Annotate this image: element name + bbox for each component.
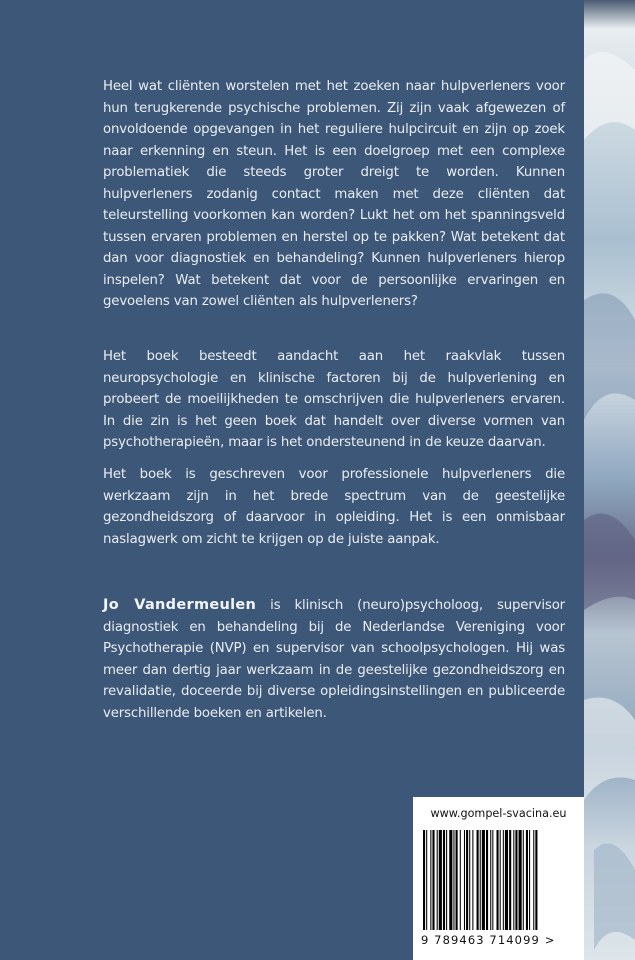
barcode-bar (456, 830, 458, 930)
author-bio-text: is klinisch (neuro)psycholoog, supervisor diagnostiek en behandeling bij de Nederlandse Vereniging voor Psychotherapie (NVP) en supervisor van schoolpsychologen. Hij was meer dan dertig jaar werkzaam in de geestelijke gezondheidszorg en revalidatie, doceerde bij diverse opleidingsinstellingen en publiceerde verschillende boeken en artikelen. (103, 598, 565, 721)
barcode-bar (480, 830, 481, 930)
barcode-bar (505, 830, 508, 930)
blurb-paragraph-3: Het boek is geschreven voor professionele hulpverleners die werkzaam zijn in het brede spectrum van de geestelijke gezondheidszorg of daarvoor in opleiding. Het is een onmisbaar naslagwerk om zicht te krijgen op de juiste aanpak. (103, 467, 565, 547)
barcode-bar (437, 830, 438, 930)
publisher-website: www.gompel-svacina.eu (430, 807, 567, 820)
barcode-bar (526, 830, 528, 930)
barcode-bar (500, 830, 501, 930)
watercolor-artwork (584, 0, 635, 960)
author-name: Jo Vandermeulen (103, 597, 257, 613)
barcode-bar (503, 830, 504, 930)
barcode-box (413, 797, 584, 960)
barcode-bar (529, 830, 530, 930)
barcode-bar (469, 830, 470, 930)
barcode-bar (449, 830, 452, 930)
barcode-bar (515, 830, 517, 930)
blurb-paragraph-1: Heel wat cliënten worstelen met het zoeken naar hulpverleners voor hun terugkerende psychische problemen. Zij zijn vaak afgewezen of onvoldoende opgevangen in het reguliere hulpcircuit en zijn op zoek naar erkenning en steun. Het is een doelgroep met een complexe problematiek die steeds groter dreigt te worden. Kunnen hulpverleners zodanig contact maken met deze cliënten dat teleurstelling voorkomen kan worden? Lukt het om het spanningsveld tussen ervaren problemen en herstel op te pakken? Wat betekent dat dan voor diagnostiek en behandeling? Kunnen hulpverleners hierop inspelen? Wat betekent dat voor de persoonlijke ervaringen en gevoelens van zowel cliënten als hulpverleners? (103, 79, 565, 309)
isbn-marker: > (544, 933, 556, 947)
author-bio (103, 595, 565, 724)
barcode-bar (464, 830, 465, 930)
barcode-bar (490, 830, 491, 930)
barcode-bar (432, 830, 434, 930)
barcode-bar (477, 830, 479, 930)
barcode-bar (426, 830, 427, 930)
barcode-bar (509, 830, 511, 930)
barcode-bar (492, 830, 493, 930)
barcode-bar (535, 830, 537, 930)
barcode-bar (523, 830, 524, 930)
barcode-bar (430, 830, 431, 930)
cover-artwork (584, 0, 635, 960)
barcode-bar (519, 830, 522, 930)
barcode-bar (423, 830, 425, 930)
isbn-number (421, 933, 581, 947)
barcode-bar (472, 830, 473, 930)
isbn-digits: 9 789463 714099 (421, 933, 540, 947)
barcode-bar (486, 830, 488, 930)
barcode-bar (466, 830, 468, 930)
isbn-barcode (423, 830, 573, 930)
barcode-bar (482, 830, 485, 930)
barcode-bar (497, 830, 499, 930)
barcode-bar (446, 830, 447, 930)
blurb-paragraph-2: Het boek besteedt aandacht aan het raakvlak tussen neuropsychologie en klinische factoren bij de hulpverlening en probeert de moeilijkheden te omschrijven die hulpverleners ervaren. In die zin is het geen boek dat handelt over diverse vormen van psychotherapieën, maar is het ondersteunend in de keuze daarvan. (103, 349, 565, 450)
barcode-bar (439, 830, 442, 930)
barcode-bar (513, 830, 514, 930)
barcode-bar (460, 830, 461, 930)
barcode-bar (443, 830, 445, 930)
barcode-bar (533, 830, 534, 930)
barcode-bar (453, 830, 454, 930)
